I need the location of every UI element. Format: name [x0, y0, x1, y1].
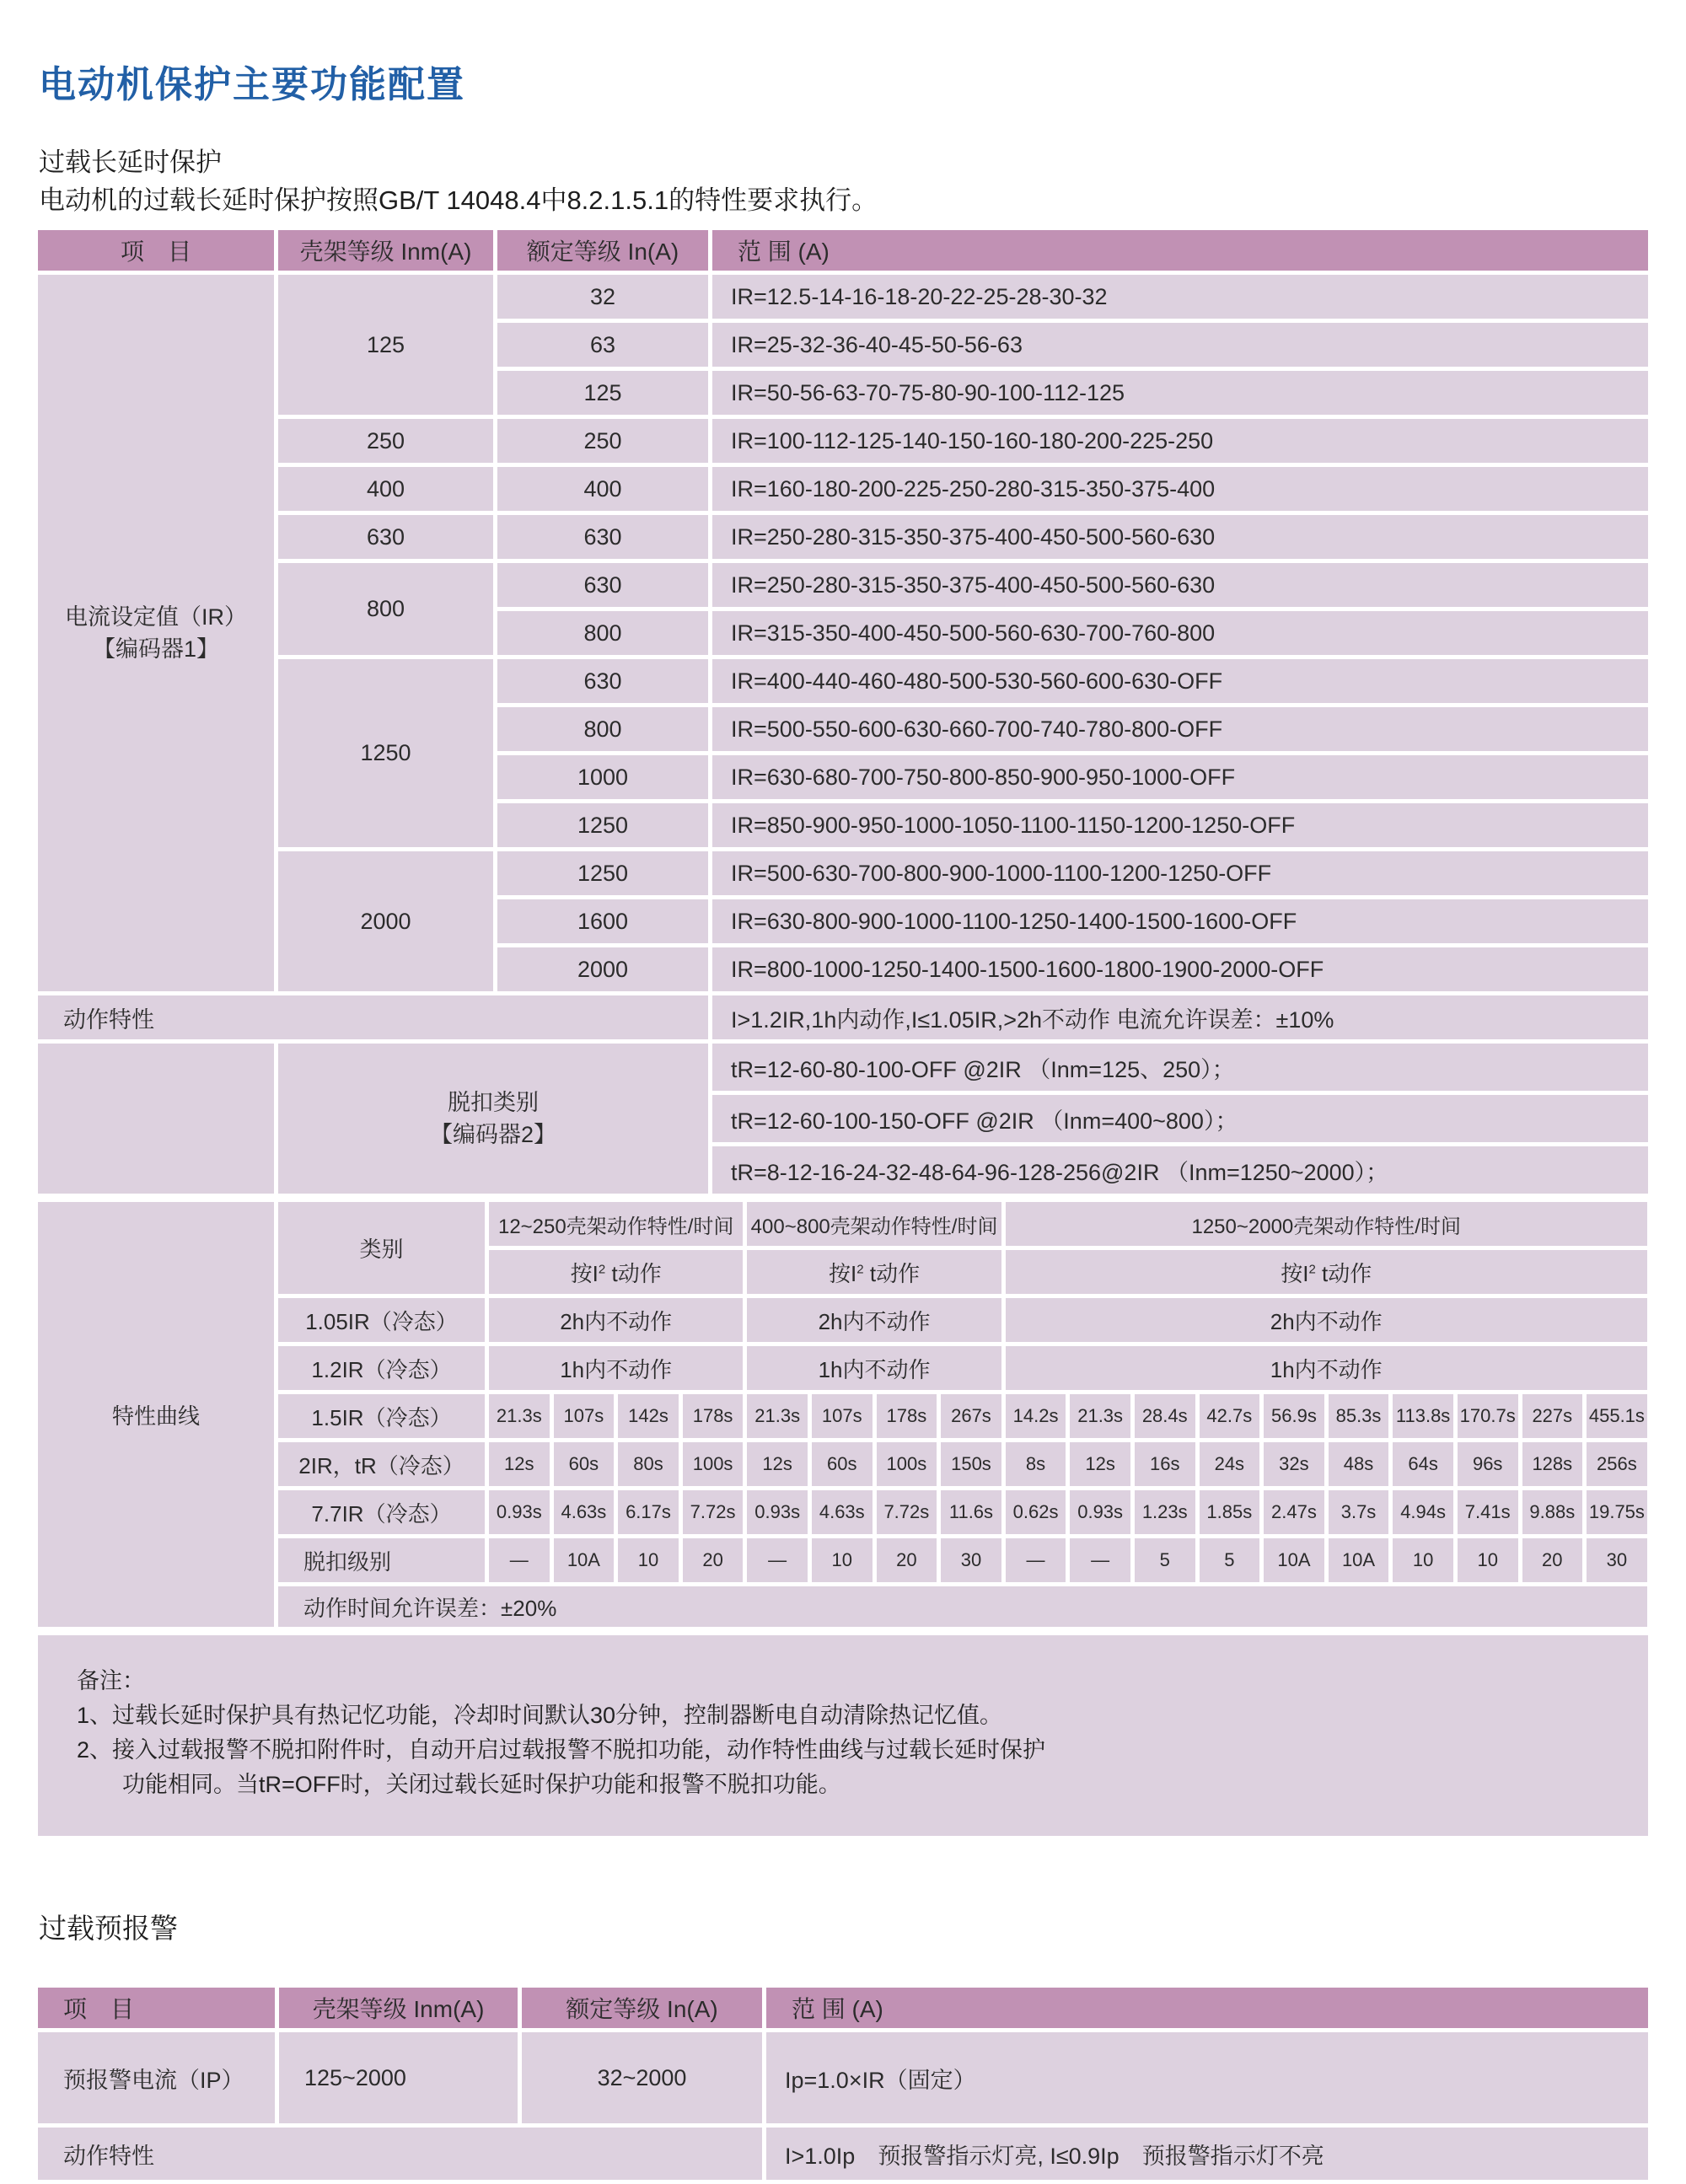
range-cell: IR=25-32-36-40-45-50-56-63	[712, 323, 1648, 367]
range-cell: IR=500-550-600-630-660-700-740-780-800-OFF	[712, 707, 1648, 751]
trip-grade-cell: 10	[812, 1538, 873, 1582]
char-merged-value: 2h内不动作	[489, 1298, 743, 1342]
ir-row	[38, 419, 1648, 463]
time-cell: 8s	[1006, 1442, 1066, 1486]
trip-grade-cell: —	[1006, 1538, 1066, 1582]
char-merged-value: 2h内不动作	[747, 1298, 1001, 1342]
current-setting-group-label	[38, 275, 274, 991]
rated-cell: 630	[497, 515, 708, 559]
time-cell: 178s	[683, 1394, 744, 1438]
range-cell: IR=630-800-900-1000-1100-1250-1400-1500-1600-OFF	[712, 899, 1648, 943]
trip-grade-cell: 5	[1135, 1538, 1195, 1582]
time-cell: 11.6s	[941, 1490, 1001, 1534]
ir-row	[38, 659, 1648, 703]
time-cell: 16s	[1135, 1442, 1195, 1486]
trip-grade-cell: 10A	[1264, 1538, 1324, 1582]
time-cell: 7.72s	[683, 1490, 744, 1534]
trip-grade-cell: —	[1070, 1538, 1130, 1582]
ir-row	[38, 563, 1648, 607]
char-merged-value: 1h内不动作	[1006, 1346, 1647, 1390]
range-cell: IR=315-350-400-450-500-560-630-700-760-800	[712, 611, 1648, 655]
time-cell: 19.75s	[1587, 1490, 1647, 1534]
time-cell: 128s	[1522, 1442, 1583, 1486]
frame-group-cell: 630	[278, 515, 493, 559]
char-group-400-800: 400~800壳架动作特性/时间	[747, 1202, 1001, 1246]
rated-cell: 1000	[497, 755, 708, 799]
time-cell: 21.3s	[489, 1394, 550, 1438]
time-cell: 227s	[1522, 1394, 1583, 1438]
time-cell: 7.41s	[1458, 1490, 1518, 1534]
trip-grade-cell: 30	[941, 1538, 1001, 1582]
time-cell: 4.63s	[812, 1490, 873, 1534]
trip-class-range: tR=12-60-80-100-OFF @2IR （Inm=125、250）；	[712, 1044, 1648, 1091]
col-header-item: 项 目	[38, 230, 274, 271]
trip-grade-cell: 20	[683, 1538, 744, 1582]
current-setting-label-line1: 电流设定值（IR）	[65, 604, 247, 630]
time-cell: 0.62s	[1006, 1490, 1066, 1534]
time-cell: 4.63s	[554, 1490, 615, 1534]
col-header-range: 范 围 (A)	[766, 1988, 1648, 2028]
trip-grade-cell: 10A	[1329, 1538, 1389, 1582]
time-cell: 12s	[1070, 1442, 1130, 1486]
col-header-frame-rating: 壳架等级 Inm(A)	[279, 1988, 518, 2028]
char-7.7IR-row	[38, 1490, 1647, 1534]
char-2IR-row	[38, 1442, 1647, 1486]
char-row-label: 2IR，tR（冷态）	[278, 1442, 485, 1486]
char-mode-cell: 按$I^2$ t动作	[747, 1250, 1001, 1294]
section-title-overload-prealarm: 过载预报警	[39, 1913, 178, 1944]
time-cell: 60s	[812, 1442, 873, 1486]
trip-class-range: tR=12-60-100-150-OFF @2IR （Inm=400~800）；	[712, 1095, 1648, 1142]
page-title: 电动机保护主要功能配置	[39, 64, 465, 105]
trip-class-row	[38, 1044, 1648, 1091]
prealarm-frame-range: 125~2000	[279, 2032, 518, 2123]
time-cell: 100s	[877, 1442, 937, 1486]
char-section-label: 特性曲线	[38, 1202, 274, 1627]
prealarm-table	[34, 1983, 1652, 2184]
time-cell: 170.7s	[1458, 1394, 1518, 1438]
action-characteristic-row	[38, 995, 1648, 1039]
prealarm-action-value: I>1.0Ip 预报警指示灯亮, I≤0.9Ip 预报警指示灯不亮	[766, 2128, 1648, 2180]
prealarm-action-label: 动作特性	[38, 2128, 762, 2180]
col-header-rated-level: 额定等级 In(A)	[522, 1988, 762, 2028]
time-cell: 100s	[683, 1442, 744, 1486]
time-cell: 113.8s	[1393, 1394, 1453, 1438]
time-cell: 1.23s	[1135, 1490, 1195, 1534]
rated-cell: 2000	[497, 947, 708, 991]
time-tolerance-row	[38, 1586, 1647, 1627]
prealarm-action-row	[38, 2128, 1648, 2180]
col-header-item: 项 目	[38, 1988, 275, 2028]
rated-cell: 63	[497, 323, 708, 367]
ir-row	[38, 851, 1648, 895]
time-cell: 0.93s	[1070, 1490, 1130, 1534]
time-cell: 12s	[747, 1442, 808, 1486]
range-cell: IR=50-56-63-70-75-80-90-100-112-125	[712, 371, 1648, 415]
time-cell: 60s	[554, 1442, 615, 1486]
char-mode-cell: 按$I^2$ t动作	[489, 1250, 743, 1294]
time-cell: 64s	[1393, 1442, 1453, 1486]
char-row-label: 7.7IR（冷态）	[278, 1490, 485, 1534]
rated-cell: 400	[497, 467, 708, 511]
range-cell: IR=100-112-125-140-150-160-180-200-225-250	[712, 419, 1648, 463]
char-1.5IR-row	[38, 1394, 1647, 1438]
time-cell: 107s	[812, 1394, 873, 1438]
action-characteristic-value: I>1.2IR,1h内动作,I≤1.05IR,>2h不动作 电流允许误差：±10%	[712, 995, 1648, 1039]
time-cell: 7.72s	[877, 1490, 937, 1534]
range-cell: IR=250-280-315-350-375-400-450-500-560-630	[712, 563, 1648, 607]
range-cell: IR=400-440-460-480-500-530-560-600-630-OFF	[712, 659, 1648, 703]
prealarm-current-row	[38, 2032, 1648, 2123]
char-group-1250-2000: 1250~2000壳架动作特性/时间	[1006, 1202, 1647, 1246]
char-merged-value: 1h内不动作	[489, 1346, 743, 1390]
time-cell: 9.88s	[1522, 1490, 1583, 1534]
range-cell: IR=850-900-950-1000-1050-1100-1150-1200-1250-OFF	[712, 803, 1648, 847]
prealarm-rated-range: 32~2000	[522, 2032, 762, 2123]
frame-group-cell: 2000	[278, 851, 493, 991]
time-cell: 2.47s	[1264, 1490, 1324, 1534]
rated-cell: 125	[497, 371, 708, 415]
trip-grade-cell: 20	[877, 1538, 937, 1582]
notes-title: 备注：	[77, 1668, 145, 1693]
subtitle-standard-reference: 电动机的过载长延时保护按照GB/T 14048.4中8.2.1.5.1的特性要求执行。	[39, 185, 878, 215]
rated-cell: 630	[497, 659, 708, 703]
time-cell: 21.3s	[1070, 1394, 1130, 1438]
trip-grade-cell: 20	[1522, 1538, 1583, 1582]
trip-grade-cell: 10	[1458, 1538, 1518, 1582]
time-cell: 96s	[1458, 1442, 1518, 1486]
char-row-label: 脱扣级别	[278, 1538, 485, 1582]
char-category-label: 类别	[278, 1202, 485, 1294]
time-cell: 1.85s	[1200, 1490, 1260, 1534]
rated-cell: 630	[497, 563, 708, 607]
trip-grade-cell: 10	[618, 1538, 679, 1582]
rated-cell: 32	[497, 275, 708, 319]
time-cell: 42.7s	[1200, 1394, 1260, 1438]
time-cell: 0.93s	[747, 1490, 808, 1534]
time-cell: 14.2s	[1006, 1394, 1066, 1438]
frame-group-cell: 125	[278, 275, 493, 415]
col-header-range: 范 围 (A)	[712, 230, 1648, 271]
trip-class-label-line1: 脱扣类别	[448, 1090, 539, 1115]
time-tolerance-value: 动作时间允许误差：±20%	[278, 1586, 1647, 1627]
range-cell: IR=250-280-315-350-375-400-450-500-560-630	[712, 515, 1648, 559]
time-cell: 24s	[1200, 1442, 1260, 1486]
range-cell: IR=12.5-14-16-18-20-22-25-28-30-32	[712, 275, 1648, 319]
time-cell: 256s	[1587, 1442, 1647, 1486]
action-characteristic-label: 动作特性	[38, 995, 708, 1039]
subtitle-overload-long-delay: 过载长延时保护	[39, 148, 222, 177]
time-cell: 85.3s	[1329, 1394, 1389, 1438]
trip-grade-cell: 5	[1200, 1538, 1260, 1582]
time-cell: 32s	[1264, 1442, 1324, 1486]
time-cell: 56.9s	[1264, 1394, 1324, 1438]
time-cell: 150s	[941, 1442, 1001, 1486]
char-merged-value: 1h内不动作	[747, 1346, 1001, 1390]
range-cell: IR=630-680-700-750-800-850-900-950-1000-OFF	[712, 755, 1648, 799]
trip-class-range: tR=8-12-16-24-32-48-64-96-128-256@2IR （Inm=1250~2000）；	[712, 1146, 1648, 1194]
rated-cell: 1600	[497, 899, 708, 943]
frame-group-cell: 800	[278, 563, 493, 655]
char-row-label: 1.2IR（冷态）	[278, 1346, 485, 1390]
char-row-label: 1.5IR（冷态）	[278, 1394, 485, 1438]
time-cell: 107s	[554, 1394, 615, 1438]
trip-grade-cell: 30	[1587, 1538, 1647, 1582]
col-header-rated-level: 额定等级 In(A)	[497, 230, 708, 271]
time-cell: 0.93s	[489, 1490, 550, 1534]
main-spec-table	[34, 226, 1652, 1198]
trip-class-label	[278, 1044, 708, 1194]
ir-row	[38, 515, 1648, 559]
range-cell: IR=500-630-700-800-900-1000-1100-1200-1250-OFF	[712, 851, 1648, 895]
range-cell: IR=160-180-200-225-250-280-315-350-375-400	[712, 467, 1648, 511]
time-cell: 21.3s	[747, 1394, 808, 1438]
table-header-row	[38, 230, 1648, 271]
ir-row	[38, 275, 1648, 319]
rated-cell: 800	[497, 611, 708, 655]
prealarm-range-value: Ip=1.0×IR（固定）	[766, 2032, 1648, 2123]
ir-row	[38, 467, 1648, 511]
time-cell: 80s	[618, 1442, 679, 1486]
frame-group-cell: 250	[278, 419, 493, 463]
char-1.2IR-row	[38, 1346, 1647, 1390]
characteristic-curve-table	[34, 1198, 1651, 1631]
frame-group-cell: 1250	[278, 659, 493, 847]
rated-cell: 1250	[497, 803, 708, 847]
time-cell: 12s	[489, 1442, 550, 1486]
time-cell: 142s	[618, 1394, 679, 1438]
time-cell: 178s	[877, 1394, 937, 1438]
trip-grade-row	[38, 1538, 1647, 1582]
note-line: 功能相同。当tR=OFF时，关闭过载长延时保护功能和报警不脱扣功能。	[77, 1772, 841, 1797]
trip-grade-cell: —	[747, 1538, 808, 1582]
char-group-header-row	[38, 1202, 1647, 1246]
trip-grade-cell: 10A	[554, 1538, 615, 1582]
time-cell: 4.94s	[1393, 1490, 1453, 1534]
note-line: 2、接入过载报警不脱扣附件时，自动开启过载报警不脱扣功能，动作特性曲线与过载长延时保护	[77, 1737, 1046, 1763]
time-cell: 455.1s	[1587, 1394, 1647, 1438]
empty-cell	[38, 1044, 274, 1194]
time-cell: 3.7s	[1329, 1490, 1389, 1534]
trip-class-label-line2: 【编码器2】	[429, 1122, 557, 1147]
note-line: 1、过载长延时保护具有热记忆功能，冷却时间默认30分钟，控制器断电自动清除热记忆值。	[77, 1703, 1003, 1728]
time-cell: 267s	[941, 1394, 1001, 1438]
range-cell: IR=800-1000-1250-1400-1500-1600-1800-1900-2000-OFF	[712, 947, 1648, 991]
trip-grade-cell: 10	[1393, 1538, 1453, 1582]
time-cell: 28.4s	[1135, 1394, 1195, 1438]
char-1.05IR-row	[38, 1298, 1647, 1342]
current-setting-label-line2: 【编码器1】	[92, 636, 220, 662]
rated-cell: 800	[497, 707, 708, 751]
time-cell: 6.17s	[618, 1490, 679, 1534]
char-group-12-250: 12~250壳架动作特性/时间	[489, 1202, 743, 1246]
notes-block	[38, 1635, 1648, 1836]
char-row-label: 1.05IR（冷态）	[278, 1298, 485, 1342]
col-header-frame-rating: 壳架等级 Inm(A)	[278, 230, 493, 271]
char-merged-value: 2h内不动作	[1006, 1298, 1647, 1342]
rated-cell: 1250	[497, 851, 708, 895]
trip-grade-cell: —	[489, 1538, 550, 1582]
prealarm-current-label: 预报警电流（IP）	[38, 2032, 275, 2123]
time-cell: 48s	[1329, 1442, 1389, 1486]
char-mode-cell: 按$I^2$ t动作	[1006, 1250, 1647, 1294]
rated-cell: 250	[497, 419, 708, 463]
table-header-row	[38, 1988, 1648, 2028]
frame-group-cell: 400	[278, 467, 493, 511]
